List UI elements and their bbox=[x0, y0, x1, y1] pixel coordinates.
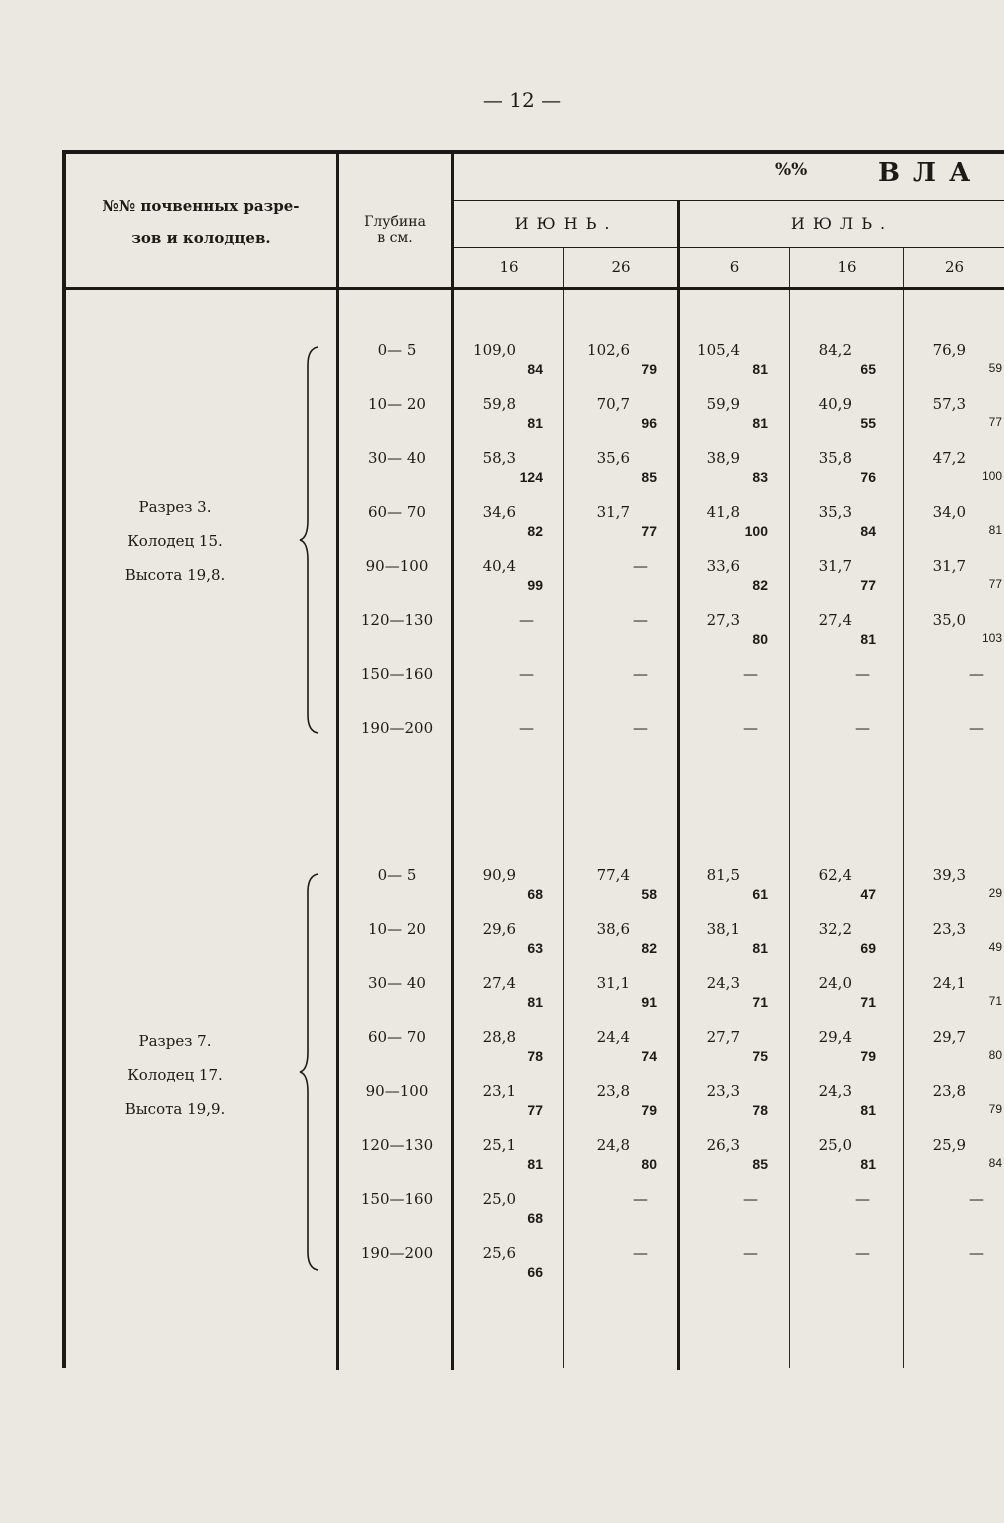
relative-value: 100 bbox=[744, 523, 768, 539]
relative-value: 80 bbox=[988, 1048, 1002, 1062]
depth-cell: 30— 40 bbox=[368, 449, 426, 467]
relative-value: 71 bbox=[752, 994, 768, 1010]
value-cell: 77,4 bbox=[596, 866, 630, 884]
depth-cell: 120—130 bbox=[360, 1136, 434, 1154]
value-cell: 25,1 bbox=[482, 1136, 516, 1154]
value-cell: 35,3 bbox=[818, 503, 852, 521]
value-cell: 57,3 bbox=[932, 395, 966, 413]
value-cell: — bbox=[633, 719, 648, 737]
relative-value: 75 bbox=[752, 1048, 768, 1064]
header-rule bbox=[451, 200, 1004, 201]
depth-cell: 90—100 bbox=[365, 1082, 429, 1100]
value-cell: 38,1 bbox=[706, 920, 740, 938]
page-number: — 12 — bbox=[482, 88, 562, 112]
value-cell: 24,3 bbox=[706, 974, 740, 992]
value-cell: 58,3 bbox=[482, 449, 516, 467]
relative-value: 124 bbox=[519, 469, 543, 485]
value-cell: — bbox=[633, 1190, 648, 1208]
relative-value: 58 bbox=[641, 886, 657, 902]
depth-cell: 190—200 bbox=[360, 719, 434, 737]
value-cell: 31,7 bbox=[932, 557, 966, 575]
value-cell: 84,2 bbox=[818, 341, 852, 359]
header-month-july: ИЮЛЬ. bbox=[790, 214, 894, 233]
header-depth-unit: в см. bbox=[377, 230, 413, 246]
value-cell: — bbox=[519, 719, 534, 737]
relative-value: 85 bbox=[641, 469, 657, 485]
column-divider-day bbox=[563, 248, 564, 1368]
value-cell: 25,0 bbox=[818, 1136, 852, 1154]
header-day: 26 bbox=[944, 258, 965, 276]
value-cell: — bbox=[969, 1244, 984, 1262]
depth-cell: 150—160 bbox=[360, 665, 434, 683]
value-cell: 27,4 bbox=[482, 974, 516, 992]
value-cell: 27,3 bbox=[706, 611, 740, 629]
header-percent: %% bbox=[775, 160, 808, 180]
value-cell: 23,3 bbox=[706, 1082, 740, 1100]
relative-value: 80 bbox=[641, 1156, 657, 1172]
value-cell: 109,0 bbox=[473, 341, 516, 359]
value-cell: 23,1 bbox=[482, 1082, 516, 1100]
value-cell: 35,0 bbox=[932, 611, 966, 629]
header-bottom-rule bbox=[62, 287, 1004, 290]
relative-value: 81 bbox=[860, 1156, 876, 1172]
relative-value: 78 bbox=[752, 1102, 768, 1118]
section-label-line: Колодец 15. bbox=[127, 532, 223, 550]
relative-value: 82 bbox=[641, 940, 657, 956]
relative-value: 68 bbox=[527, 886, 543, 902]
relative-value: 76 bbox=[860, 469, 876, 485]
section-label-line: Колодец 17. bbox=[127, 1066, 223, 1084]
value-cell: 34,6 bbox=[482, 503, 516, 521]
table-top-border bbox=[62, 150, 1004, 154]
value-cell: 40,9 bbox=[818, 395, 852, 413]
value-cell: 34,0 bbox=[932, 503, 966, 521]
value-cell: — bbox=[633, 557, 648, 575]
value-cell: 27,7 bbox=[706, 1028, 740, 1046]
relative-value: 65 bbox=[860, 361, 876, 377]
relative-value: 49 bbox=[988, 940, 1002, 954]
relative-value: 78 bbox=[527, 1048, 543, 1064]
table-left-border bbox=[62, 150, 66, 1368]
value-cell: 23,8 bbox=[596, 1082, 630, 1100]
relative-value: 79 bbox=[988, 1102, 1002, 1116]
relative-value: 82 bbox=[752, 577, 768, 593]
relative-value: 81 bbox=[527, 994, 543, 1010]
relative-value: 77 bbox=[527, 1102, 543, 1118]
value-cell: 24,4 bbox=[596, 1028, 630, 1046]
value-cell: 40,4 bbox=[482, 557, 516, 575]
column-divider-depth bbox=[336, 150, 339, 1370]
relative-value: 61 bbox=[752, 886, 768, 902]
value-cell: 29,7 bbox=[932, 1028, 966, 1046]
relative-value: 81 bbox=[860, 1102, 876, 1118]
value-cell: — bbox=[743, 1244, 758, 1262]
section-label-line: Разрез 7. bbox=[138, 1032, 212, 1050]
value-cell: 31,7 bbox=[596, 503, 630, 521]
value-cell: — bbox=[969, 1190, 984, 1208]
value-cell: 24,3 bbox=[818, 1082, 852, 1100]
relative-value: 81 bbox=[752, 940, 768, 956]
section-label-line: Высота 19,9. bbox=[124, 1100, 226, 1118]
depth-cell: 30— 40 bbox=[368, 974, 426, 992]
value-cell: — bbox=[969, 719, 984, 737]
value-cell: 24,0 bbox=[818, 974, 852, 992]
relative-value: 81 bbox=[527, 415, 543, 431]
value-cell: 24,1 bbox=[932, 974, 966, 992]
depth-cell: 120—130 bbox=[360, 611, 434, 629]
relative-value: 47 bbox=[860, 886, 876, 902]
depth-cell: 0— 5 bbox=[377, 341, 417, 359]
relative-value: 71 bbox=[860, 994, 876, 1010]
value-cell: 76,9 bbox=[932, 341, 966, 359]
value-cell: 47,2 bbox=[932, 449, 966, 467]
relative-value: 66 bbox=[527, 1264, 543, 1280]
depth-cell: 0— 5 bbox=[377, 866, 417, 884]
value-cell: 102,6 bbox=[587, 341, 630, 359]
value-cell: 31,7 bbox=[818, 557, 852, 575]
section-label bbox=[50, 1024, 300, 1126]
value-cell: 29,6 bbox=[482, 920, 516, 938]
value-cell: — bbox=[969, 665, 984, 683]
section-label bbox=[50, 490, 300, 592]
section-label-line: Разрез 3. bbox=[138, 498, 212, 516]
value-cell: 41,8 bbox=[706, 503, 740, 521]
relative-value: 81 bbox=[752, 415, 768, 431]
value-cell: 59,9 bbox=[706, 395, 740, 413]
relative-value: 79 bbox=[860, 1048, 876, 1064]
brace-section-2 bbox=[298, 872, 322, 1272]
relative-value: 77 bbox=[988, 415, 1002, 429]
value-cell: 28,8 bbox=[482, 1028, 516, 1046]
relative-value: 77 bbox=[860, 577, 876, 593]
relative-value: 99 bbox=[527, 577, 543, 593]
relative-value: 81 bbox=[752, 361, 768, 377]
value-cell: — bbox=[633, 611, 648, 629]
depth-cell: 10— 20 bbox=[368, 395, 426, 413]
value-cell: 35,6 bbox=[596, 449, 630, 467]
header-rule bbox=[451, 247, 1004, 248]
relative-value: 82 bbox=[527, 523, 543, 539]
relative-value: 55 bbox=[860, 415, 876, 431]
value-cell: 23,3 bbox=[932, 920, 966, 938]
value-cell: — bbox=[633, 1244, 648, 1262]
value-cell: 90,9 bbox=[482, 866, 516, 884]
header-day: 26 bbox=[611, 258, 631, 276]
header-day: 16 bbox=[499, 258, 519, 276]
relative-value: 74 bbox=[641, 1048, 657, 1064]
value-cell: — bbox=[855, 719, 870, 737]
depth-cell: 60— 70 bbox=[368, 1028, 426, 1046]
relative-value: 91 bbox=[641, 994, 657, 1010]
value-cell: — bbox=[633, 665, 648, 683]
value-cell: 26,3 bbox=[706, 1136, 740, 1154]
value-cell: 31,1 bbox=[596, 974, 630, 992]
relative-value: 81 bbox=[988, 523, 1002, 537]
header-depth: Глубина bbox=[364, 214, 426, 230]
relative-value: 81 bbox=[860, 631, 876, 647]
relative-value: 29 bbox=[988, 886, 1002, 900]
depth-cell: 60— 70 bbox=[368, 503, 426, 521]
value-cell: — bbox=[855, 1190, 870, 1208]
section-label-line: Высота 19,8. bbox=[124, 566, 226, 584]
value-cell: 23,8 bbox=[932, 1082, 966, 1100]
value-cell: 70,7 bbox=[596, 395, 630, 413]
depth-cell: 150—160 bbox=[360, 1190, 434, 1208]
relative-value: 68 bbox=[527, 1210, 543, 1226]
relative-value: 96 bbox=[641, 415, 657, 431]
value-cell: — bbox=[743, 665, 758, 683]
relative-value: 79 bbox=[641, 361, 657, 377]
relative-value: 83 bbox=[752, 469, 768, 485]
relative-value: 103 bbox=[981, 631, 1002, 645]
relative-value: 59 bbox=[988, 361, 1002, 375]
value-cell: 33,6 bbox=[706, 557, 740, 575]
relative-value: 63 bbox=[527, 940, 543, 956]
column-divider-values bbox=[451, 150, 454, 1370]
value-cell: 29,4 bbox=[818, 1028, 852, 1046]
relative-value: 84 bbox=[860, 523, 876, 539]
brace-section-1 bbox=[298, 345, 322, 735]
header-day: 6 bbox=[729, 258, 740, 276]
header-month-june: ИЮНЬ. bbox=[514, 214, 618, 233]
depth-cell: 190—200 bbox=[360, 1244, 434, 1262]
value-cell: 38,9 bbox=[706, 449, 740, 467]
column-divider-day bbox=[789, 248, 790, 1368]
value-cell: 62,4 bbox=[818, 866, 852, 884]
value-cell: 27,4 bbox=[818, 611, 852, 629]
value-cell: — bbox=[743, 1190, 758, 1208]
value-cell: 25,9 bbox=[932, 1136, 966, 1154]
column-divider-day bbox=[903, 248, 904, 1368]
relative-value: 79 bbox=[641, 1102, 657, 1118]
value-cell: 105,4 bbox=[697, 341, 740, 359]
depth-cell: 10— 20 bbox=[368, 920, 426, 938]
value-cell: — bbox=[519, 665, 534, 683]
relative-value: 77 bbox=[988, 577, 1002, 591]
relative-value: 71 bbox=[988, 994, 1002, 1008]
value-cell: — bbox=[855, 1244, 870, 1262]
value-cell: 25,0 bbox=[482, 1190, 516, 1208]
value-cell: 38,6 bbox=[596, 920, 630, 938]
value-cell: 24,8 bbox=[596, 1136, 630, 1154]
relative-value: 69 bbox=[860, 940, 876, 956]
value-cell: 39,3 bbox=[932, 866, 966, 884]
value-cell: 35,8 bbox=[818, 449, 852, 467]
value-cell: 81,5 bbox=[706, 866, 740, 884]
value-cell: 32,2 bbox=[818, 920, 852, 938]
relative-value: 84 bbox=[527, 361, 543, 377]
relative-value: 84 bbox=[988, 1156, 1002, 1170]
value-cell: — bbox=[743, 719, 758, 737]
relative-value: 77 bbox=[641, 523, 657, 539]
header-day: 16 bbox=[837, 258, 857, 276]
relative-value: 80 bbox=[752, 631, 768, 647]
value-cell: — bbox=[519, 611, 534, 629]
depth-cell: 90—100 bbox=[365, 557, 429, 575]
value-cell: 25,6 bbox=[482, 1244, 516, 1262]
header-heading-partial: В Л А bbox=[878, 158, 973, 188]
relative-value: 85 bbox=[752, 1156, 768, 1172]
header-sections-wells: №№ почвенных разре- зов и колодцев. bbox=[102, 197, 300, 247]
relative-value: 100 bbox=[981, 469, 1002, 483]
value-cell: 59,8 bbox=[482, 395, 516, 413]
column-divider-month bbox=[677, 200, 680, 1370]
value-cell: — bbox=[855, 665, 870, 683]
relative-value: 81 bbox=[527, 1156, 543, 1172]
